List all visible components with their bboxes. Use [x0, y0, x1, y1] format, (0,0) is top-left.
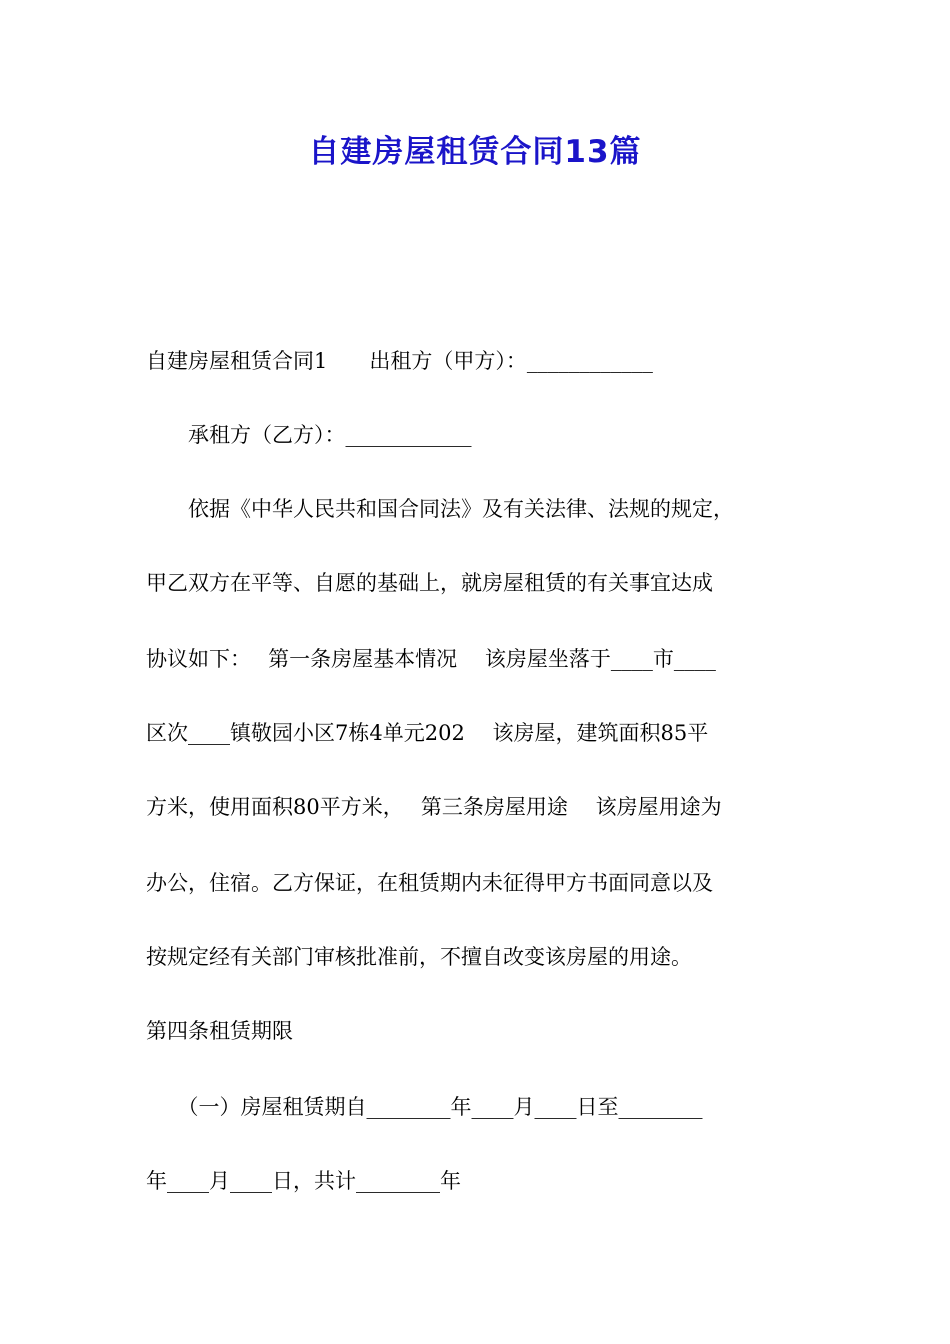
body-line: 区次____镇敬园小区7栋4单元202 该房屋，建筑面积85平: [146, 721, 709, 745]
section-heading: 第四条租赁期限: [146, 1019, 293, 1043]
body-line: 年____月____日，共计________年: [146, 1169, 461, 1193]
body-line: 方米，使用面积80平方米， 第三条房屋用途 该房屋用途为: [146, 795, 722, 819]
body-line: 协议如下： 第一条房屋基本情况 该房屋坐落于____市____: [146, 647, 716, 671]
body-line: 自建房屋租赁合同1 出租方（甲方）：____________: [146, 349, 653, 373]
body-line: 承租方（乙方）：____________: [146, 423, 472, 447]
body-line: 按规定经有关部门审核批准前，不擅自改变该房屋的用途。: [146, 945, 692, 969]
body-line: （一）房屋租赁期自________年____月____日至________: [146, 1095, 703, 1119]
body-line: 依据《中华人民共和国合同法》及有关法律、法规的规定，: [146, 497, 734, 521]
document-title: 自建房屋租赁合同13篇: [308, 134, 642, 170]
body-line: 办公，住宿。乙方保证，在租赁期内未征得甲方书面同意以及: [146, 871, 713, 895]
body-line: 甲乙双方在平等、自愿的基础上，就房屋租赁的有关事宜达成: [146, 571, 713, 595]
